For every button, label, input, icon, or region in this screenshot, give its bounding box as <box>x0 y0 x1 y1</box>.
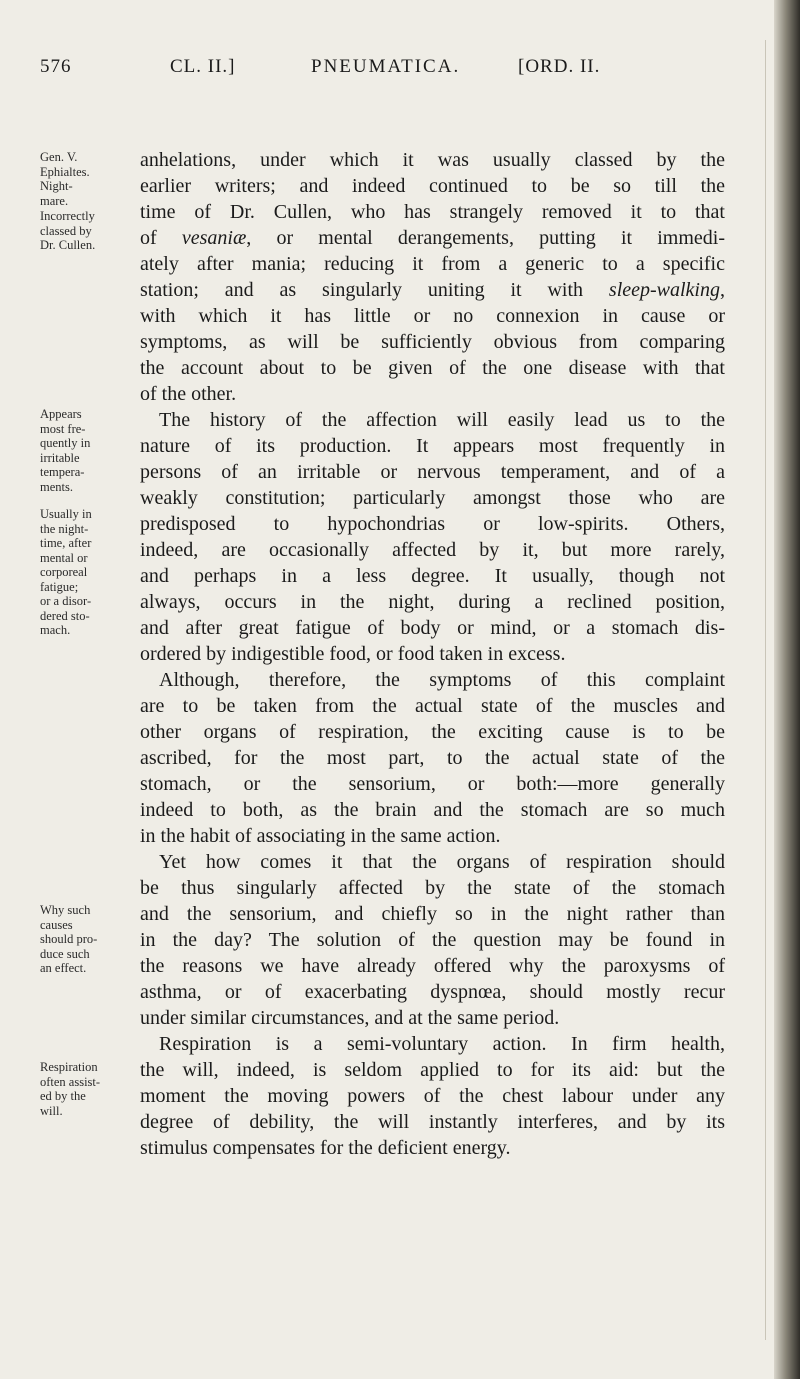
margin-note-line: mental or <box>40 550 88 565</box>
body-text <box>140 147 725 1161</box>
text-line: ascribed, for the most part, to the actual state of the <box>140 747 725 769</box>
margin-note-line: classed by <box>40 223 92 238</box>
margin-note-line: often assist- <box>40 1074 101 1089</box>
italic-term: sleep-walking <box>608 279 720 301</box>
margin-note-line: an effect. <box>40 961 87 975</box>
text-line: the will, indeed, is seldom applied to for its aid: but the <box>140 1059 725 1081</box>
text-line: Yet how comes it that the organs of respiration should <box>159 851 725 873</box>
margin-note-line: time, after <box>40 536 92 550</box>
text-line: the account about to be given of the one disease with that <box>140 357 725 379</box>
text-line: moment the moving powers of the chest labour under any <box>140 1085 725 1107</box>
margin-note-line: Respiration <box>40 1060 98 1074</box>
class-label: CL. II.] <box>170 56 236 77</box>
margin-note-line: mach. <box>40 623 71 637</box>
margin-note-line: will. <box>40 1103 63 1118</box>
margin-note-line: Usually in <box>40 507 92 521</box>
text-line: The history of the affection will easily lead us to the <box>159 409 725 431</box>
margin-note-line: irritable <box>40 450 80 465</box>
text-line: time of Dr. Cullen, who has strangely removed it to that <box>140 201 725 223</box>
margin-note-why-causes <box>40 903 130 976</box>
margin-note-line: Night- <box>40 179 73 193</box>
margin-note-line: the night- <box>40 521 89 536</box>
margin-note-line: Why such <box>40 903 91 917</box>
margin-note-line: fatigue; <box>40 579 79 594</box>
text-line: symptoms, as will be sufficiently obvious from comparing <box>140 331 725 353</box>
text-line: stomach, or the sensorium, or both:—more generally <box>140 773 725 795</box>
text-line: predisposed to hypochondrias or low-spirits. Others, <box>140 513 725 535</box>
margin-note-line: dered sto- <box>40 608 90 623</box>
text-line: Respiration is a semi-voluntary action. In firm health, <box>159 1033 725 1055</box>
text-line: station; and as singularly uniting it with sleep-walking, <box>140 279 725 301</box>
margin-note-respiration <box>40 1060 130 1118</box>
margin-note-genus <box>40 150 130 208</box>
margin-note-line: quently in <box>40 436 91 450</box>
text-line: indeed to both, as the brain and the stomach are so much <box>140 799 725 821</box>
text-line: other organs of respiration, the exciting cause is to be <box>140 721 725 743</box>
order-title: PNEUMATICA. <box>311 56 461 77</box>
page-edge-shadow <box>774 0 800 1379</box>
italic-term: vesaniæ <box>181 227 247 249</box>
margin-note-line: Ephialtes. <box>40 164 90 179</box>
margin-note-line: Incorrectly <box>40 209 95 223</box>
text-line: and the sensorium, and chiefly so in the night rather than <box>140 903 725 925</box>
margin-note-line: corporeal <box>40 565 88 579</box>
margin-note-night-time <box>40 507 130 638</box>
text-line: stimulus compensates for the deficient energy. <box>140 1137 511 1159</box>
text-line: the reasons we have already offered why the paroxysms of <box>140 955 725 977</box>
text-line: of the other. <box>140 383 237 405</box>
margin-note-line: ments. <box>40 479 73 494</box>
text-line: of vesaniæ, or mental derangements, putting it immedi- <box>140 227 725 249</box>
margin-note-line: mare. <box>40 193 69 208</box>
text-line: earlier writers; and indeed continued to be so till the <box>140 175 725 197</box>
text-line: asthma, or of exacerbating dyspnœa, should mostly recur <box>140 981 725 1003</box>
text-line: ately after mania; reducing it from a generic to a specific <box>140 253 725 275</box>
text-line: anhelations, under which it was usually classed by the <box>140 149 725 171</box>
margin-note-line: Appears <box>40 407 82 421</box>
text-line: be thus singularly affected by the state of the stomach <box>140 877 725 899</box>
margin-note-line: causes <box>40 917 73 932</box>
margin-note-line: most fre- <box>40 421 86 436</box>
text-line: indeed, are occasionally affected by it, but more rarely, <box>140 539 725 561</box>
margin-note-line: or a disor- <box>40 594 92 608</box>
text-line: and after great fatigue of body or mind, or a stomach dis- <box>140 617 725 639</box>
text-line: in the day? The solution of the question may be found in <box>140 929 725 951</box>
text-line: under similar circumstances, and at the same period. <box>140 1007 560 1029</box>
text-line: ordered by indigestible food, or food taken in excess. <box>140 643 566 665</box>
order-label: [ORD. II. <box>518 56 601 77</box>
margin-note-line: duce such <box>40 946 90 961</box>
text-line: are to be taken from the actual state of the muscles and <box>140 695 725 717</box>
margin-note-line: Dr. Cullen. <box>40 238 96 252</box>
margin-note-temperaments <box>40 407 130 494</box>
text-line: Although, therefore, the symptoms of this complaint <box>159 669 725 691</box>
text-line: weakly constitution; particularly amongst those who are <box>140 487 725 509</box>
running-header <box>40 56 740 86</box>
text-line: always, occurs in the night, during a reclined position, <box>140 591 725 613</box>
text-line: degree of debility, the will instantly interferes, and by its <box>140 1111 725 1133</box>
text-line: with which it has little or no connexion in cause or <box>140 305 725 327</box>
margin-note-line: ed by the <box>40 1089 86 1103</box>
page-number: 576 <box>40 56 72 77</box>
margin-note-line: tempera- <box>40 465 85 479</box>
margin-note-line: should pro- <box>40 932 98 946</box>
text-line: persons of an irritable or nervous temperament, and of a <box>140 461 725 483</box>
text-line: nature of its production. It appears most frequently in <box>140 435 725 457</box>
text-line: in the habit of associating in the same action. <box>140 825 501 847</box>
margin-note-line: Gen. V. <box>40 150 78 164</box>
text-line: and perhaps in a less degree. It usually, though not <box>140 565 725 587</box>
margin-note-cullen <box>40 209 130 253</box>
page-fold-line <box>765 40 766 1340</box>
